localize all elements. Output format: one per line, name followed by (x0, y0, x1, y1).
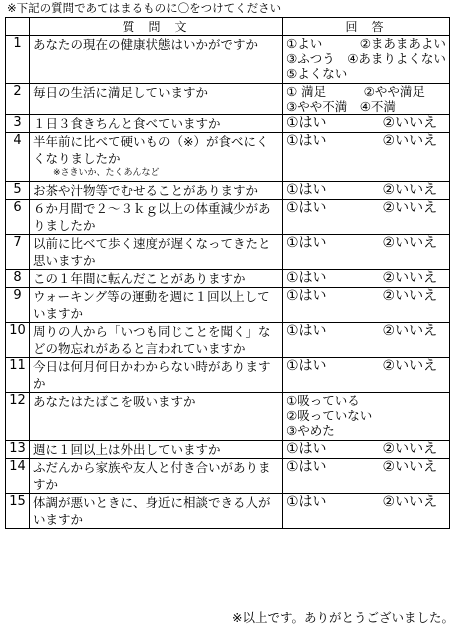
question-row (6, 393, 450, 441)
question-cell (30, 235, 283, 270)
question-header: 質問文 (30, 18, 283, 36)
answer-option[interactable]: ①よい ②まあまあよい (286, 36, 446, 51)
question-number: 14 (6, 459, 30, 494)
question-number: 12 (6, 393, 30, 441)
answer-option[interactable]: ③ふつう ④あまりよくない (286, 51, 446, 66)
question-text: 体調が悪いときに、身近に相談できる人がいますか (33, 495, 271, 527)
question-cell (30, 115, 283, 133)
question-cell (30, 323, 283, 358)
question-text: １日３食きちんと食べていますか (33, 116, 221, 131)
question-text: この１年間に転んだことがありますか (33, 271, 246, 286)
question-cell (30, 288, 283, 323)
question-number: 4 (6, 133, 30, 182)
question-text: ふだんから家族や友人と付き合いがありますか (33, 460, 271, 492)
answer-cell (283, 323, 450, 358)
question-text: 今日は何月何日かわからない時がありますか (33, 359, 271, 391)
answer-cell (283, 459, 450, 494)
question-number: 1 (6, 36, 30, 84)
number-header (6, 18, 30, 36)
question-cell (30, 270, 283, 288)
question-row (6, 288, 450, 323)
question-row (6, 235, 450, 270)
answer-option[interactable]: ①はい ②いいえ (286, 459, 438, 475)
answer-cell (283, 358, 450, 393)
question-row (6, 494, 450, 529)
question-cell (30, 393, 283, 441)
question-text: あなたの現在の健康状態はいかがですか (33, 37, 259, 52)
answer-option[interactable]: ①はい ②いいえ (286, 235, 438, 251)
question-text: ウォーキング等の運動を週に１回以上していますか (33, 289, 270, 321)
question-note: ※さきいか、たくあんなど (53, 168, 160, 178)
question-row (6, 115, 450, 133)
answer-option[interactable]: ②吸っていない (286, 408, 373, 423)
question-number: 5 (6, 182, 30, 200)
answer-cell (283, 393, 450, 441)
question-number: 8 (6, 270, 30, 288)
question-cell (30, 84, 283, 115)
answer-cell (283, 270, 450, 288)
question-text: 以前に比べて歩く速度が遅くなってきたと思いますか (33, 236, 271, 268)
question-row (6, 323, 450, 358)
header-row (6, 18, 450, 36)
question-row (6, 182, 450, 200)
question-cell (30, 441, 283, 459)
instruction-text: ※下記の質問であてはまるものに〇をつけてください (7, 1, 282, 15)
question-row (6, 133, 450, 182)
question-text: 週に１回以上は外出していますか (33, 442, 221, 457)
answer-option[interactable]: ①はい ②いいえ (286, 323, 438, 339)
answer-option[interactable]: ①はい ②いいえ (286, 182, 438, 198)
question-number: 2 (6, 84, 30, 115)
closing-message: ※以上です。ありがとうございました。 (232, 610, 454, 625)
answer-cell (283, 288, 450, 323)
question-cell (30, 182, 283, 200)
question-row (6, 84, 450, 115)
question-text: ６か月間で２～３ｋｇ以上の体重減少がありましたか (33, 201, 271, 233)
answer-option[interactable]: ①吸っている (286, 393, 360, 408)
answer-option[interactable]: ③やめた (286, 423, 335, 438)
answer-option[interactable]: ①はい ②いいえ (286, 133, 438, 149)
answer-option[interactable]: ①はい ②いいえ (286, 358, 438, 374)
answer-option[interactable]: ①はい ②いいえ (286, 270, 438, 286)
answer-cell (283, 235, 450, 270)
question-number: 10 (6, 323, 30, 358)
question-text: あなたはたばこを吸いますか (33, 394, 196, 409)
question-number: 9 (6, 288, 30, 323)
question-row (6, 459, 450, 494)
answer-option[interactable]: ①はい ②いいえ (286, 441, 438, 457)
answer-option[interactable]: ①はい ②いいえ (286, 200, 438, 216)
answer-cell (283, 494, 450, 529)
answer-option[interactable]: ⑤よくない (286, 66, 348, 81)
question-number: 15 (6, 494, 30, 529)
answer-option[interactable]: ① 満足 ②やや満足 (286, 84, 425, 99)
answer-cell (283, 115, 450, 133)
answer-cell (283, 441, 450, 459)
answer-cell (283, 200, 450, 235)
answer-option[interactable]: ①はい ②いいえ (286, 115, 438, 131)
question-cell (30, 36, 283, 84)
question-text: お茶や汁物等でむせることがありますか (33, 183, 259, 198)
question-number: 6 (6, 200, 30, 235)
question-number: 11 (6, 358, 30, 393)
answer-header: 回答 (283, 18, 450, 36)
question-cell (30, 459, 283, 494)
answer-cell (283, 36, 450, 84)
answer-cell (283, 84, 450, 115)
question-row (6, 358, 450, 393)
question-number: 3 (6, 115, 30, 133)
question-row (6, 441, 450, 459)
question-cell (30, 133, 283, 182)
question-text: 毎日の生活に満足していますか (33, 85, 209, 100)
answer-cell (283, 133, 450, 182)
answer-cell (283, 182, 450, 200)
question-text: 周りの人から「いつも同じことを聞く」などの物忘れがあると言われていますか (33, 324, 271, 356)
question-cell (30, 494, 283, 529)
question-number: 7 (6, 235, 30, 270)
answer-option[interactable]: ①はい ②いいえ (286, 494, 438, 510)
question-cell (30, 200, 283, 235)
question-number: 13 (6, 441, 30, 459)
answer-option[interactable]: ③やや不満 ④不満 (286, 99, 396, 114)
answer-option[interactable]: ①はい ②いいえ (286, 288, 438, 304)
question-row (6, 36, 450, 84)
question-row (6, 200, 450, 235)
question-cell (30, 358, 283, 393)
question-text: 半年前に比べて硬いもの（※）が食べにくくなりましたか (33, 134, 269, 166)
question-row (6, 270, 450, 288)
questionnaire-table (5, 17, 450, 529)
